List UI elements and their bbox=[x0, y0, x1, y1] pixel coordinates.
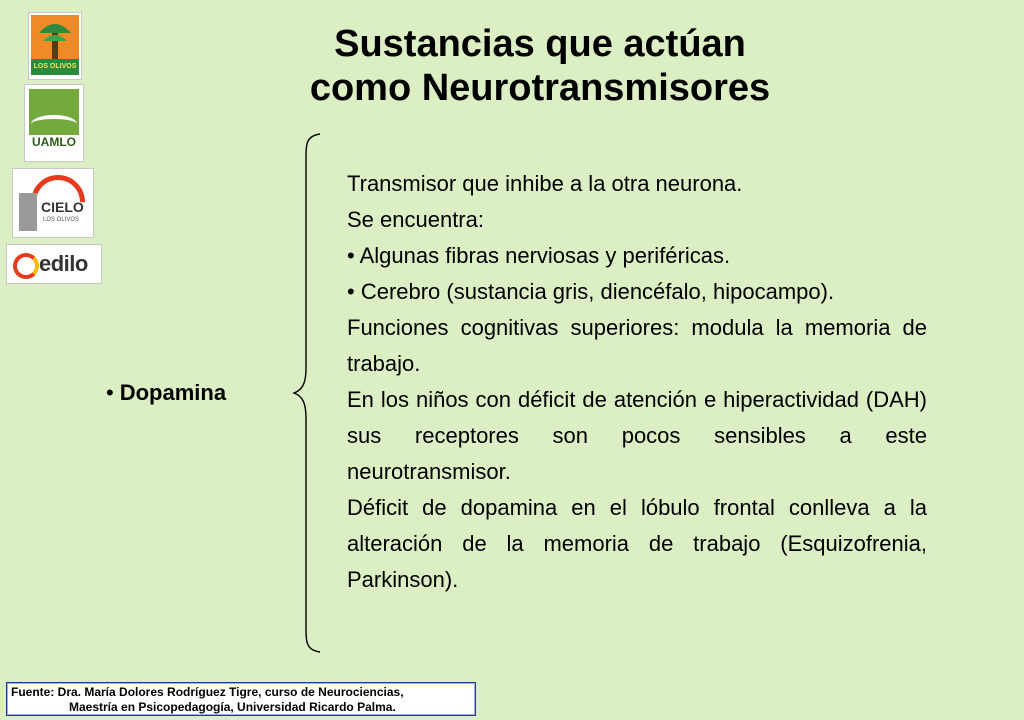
slide-title-line-2: como Neurotransmisores bbox=[309, 67, 771, 109]
curly-brace-icon bbox=[290, 132, 322, 654]
cielo-logo bbox=[12, 168, 94, 238]
dopamina-description bbox=[347, 166, 927, 598]
source-line-2: Maestría en Psicopedagogía, Universidad Ricardo Palma. bbox=[69, 700, 396, 714]
description-paragraph: Déficit de dopamina en el lóbulo frontal conlleva a la alteración de la memoria de trabajo (Esquizofrenia, Parkinson). bbox=[347, 495, 927, 592]
slide-title-line-1: Sustancias que actúan bbox=[334, 23, 746, 65]
tree-icon bbox=[37, 19, 73, 59]
term-label: Dopamina bbox=[119, 380, 227, 405]
uamlo-logo-text: UAMLO bbox=[32, 135, 76, 149]
cielo-logo-text: CIELO bbox=[41, 199, 84, 215]
description-bullet: • Cerebro (sustancia gris, diencéfalo, hipocampo). bbox=[347, 279, 835, 304]
bullet-icon: • bbox=[106, 380, 114, 405]
description-bullet: • Algunas fibras nerviosas y periféricas. bbox=[347, 243, 731, 268]
los-olivos-logo bbox=[28, 12, 82, 80]
description-paragraph: En los niños con déficit de atención e hiperactividad (DAH) sus receptores son pocos sensibles a este neurotransmisor. bbox=[347, 387, 927, 484]
uamlo-logo bbox=[24, 84, 84, 162]
slide-title bbox=[230, 22, 850, 110]
term-dopamina bbox=[106, 380, 226, 406]
description-paragraph: Se encuentra: bbox=[347, 207, 484, 232]
description-paragraph: Transmisor que inhibe a la otra neurona. bbox=[347, 171, 743, 196]
edilo-logo bbox=[6, 244, 102, 284]
edilo-logo-text: edilo bbox=[39, 251, 88, 276]
cielo-logo-subtext: LOS OLIVOS bbox=[43, 217, 80, 223]
source-line-1: Fuente: Dra. María Dolores Rodríguez Tigre, curso de Neurociencias, bbox=[11, 685, 404, 699]
description-paragraph: Funciones cognitivas superiores: modula la memoria de trabajo. bbox=[347, 315, 927, 376]
los-olivos-logo-text: LOS OLIVOS bbox=[33, 63, 77, 70]
source-citation bbox=[6, 682, 476, 716]
